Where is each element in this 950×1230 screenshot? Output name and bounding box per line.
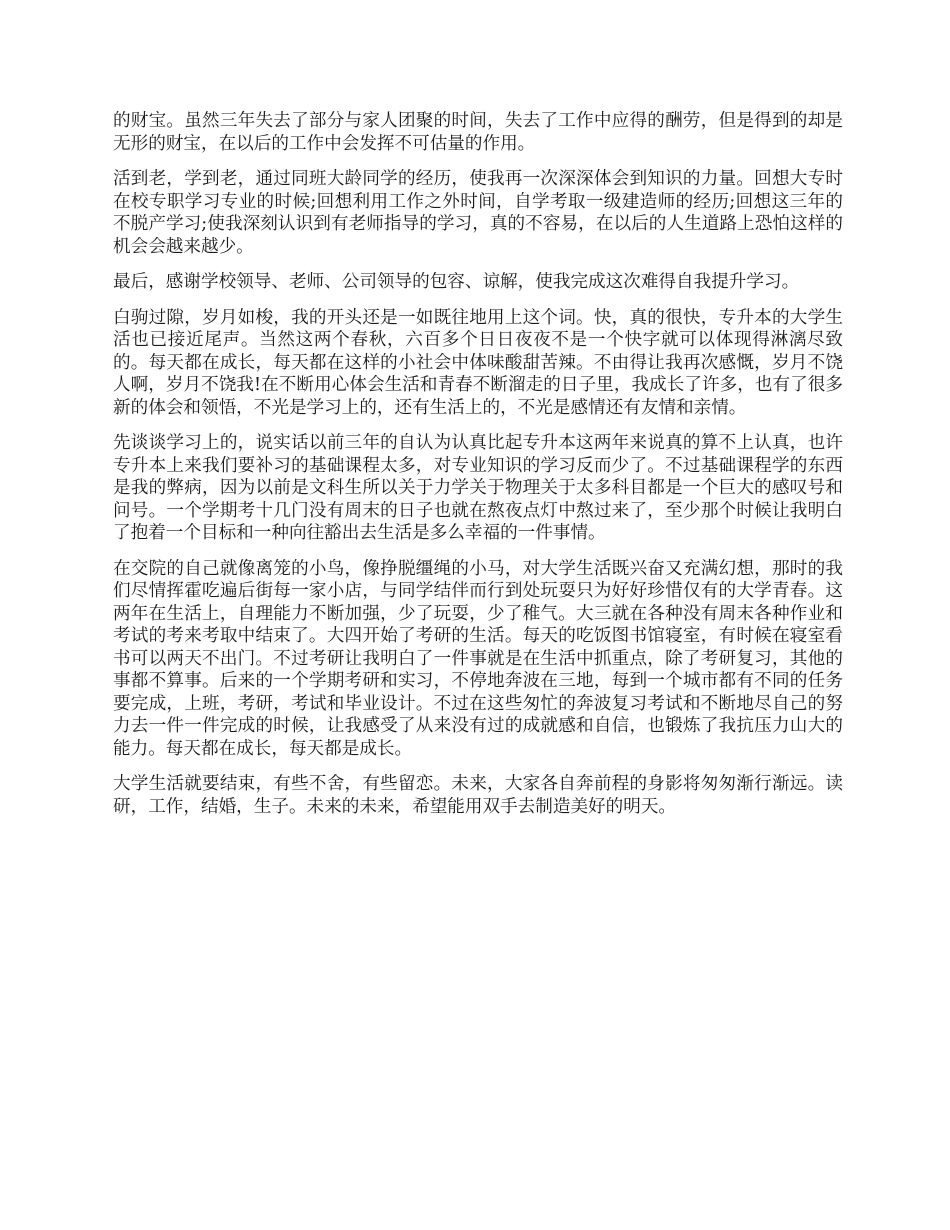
document-page [113,110,843,831]
paragraph-1: 的财宝。虽然三年失去了部分与家人团聚的时间，失去了工作中应得的酬劳，但是得到的却是无形的财宝，在以后的工作中会发挥不可估量的作用。 [113,111,843,154]
paragraph-3: 最后，感谢学校领导、老师、公司领导的包容、谅解，使我完成这次难得自我提升学习。 [113,272,800,292]
paragraph-4: 白驹过隙，岁月如梭，我的开头还是一如既往地用上这个词。快，真的很快，专升本的大学生活也已接近尾声。当然这两个春秋，六百多个日日夜夜不是一个快字就可以体现得淋漓尽致的。每天都在成长，每天都在这样的小社会中体味酸甜苦辣。不由得让我再次感慨，岁月不饶人啊，岁月不饶我!在不断用心体会生活和青春不断溜走的日子里，我成长了许多，也有了很多新的体会和领悟，不光是学习上的，还有生活上的，不光是感情还有友情和亲情。 [113,307,843,418]
paragraph-7: 大学生活就要结束，有些不舍，有些留恋。未来，大家各自奔前程的身影将匆匆渐行渐远。读研，工作，结婚，生子。未来的未来，希望能用双手去制造美好的明天。 [113,774,843,817]
paragraph-2: 活到老，学到老，通过同班大龄同学的经历，使我再一次深深体会到知识的力量。回想大专时在校专职学习专业的时候;回想利用工作之外时间，自学考取一级建造师的经历;回想这三年的不脱产学习;使我深刻认识到有老师指导的学习，真的不容易，在以后的人生道路上恐怕这样的机会会越来越少。 [113,169,844,257]
paragraph-6: 在交院的自己就像离笼的小鸟，像挣脱缰绳的小马，对大学生活既兴奋又充满幻想，那时的我们尽情挥霍吃遍后街每一家小店，与同学结伴而行到处玩耍只为好好珍惜仅有的大学青春。这两年在生活上，自理能力不断加强，少了玩耍，少了稚气。大三就在各种没有周末各种作业和考试的考来考取中结束了。大四开始了考研的生活。每天的吃饭图书馆寝室，有时候在寝室看书可以两天不出门。不过考研让我明白了一件事就是在生活中抓重点，除了考研复习，其他的事都不算事。后来的一个学期考研和实习，不停地奔波在三地，每到一个城市都有不同的任务要完成，上班，考研，考试和毕业设计。不过在这些匆忙的奔波复习考试和不断地尽自己的努力去一件一件完成的时候，让我感受了从来没有过的成就感和自信，也锻炼了我抗压力山大的能力。每天都在成长，每天都是成长。 [113,558,843,759]
paragraph-5: 先谈谈学习上的，说实话以前三年的自认为认真比起专升本这两年来说真的算不上认真，也许专升本上来我们要补习的基础课程太多，对专业知识的学习反而少了。不过基础课程学的东西是我的弊病，因为以前是文科生所以关于力学关于物理关于太多科目都是一个巨大的感叹号和问号。一个学期考十几门没有周末的日子也就在熬夜点灯中熬过来了，至少那个时候让我明白了抱着一个目标和一种向往豁出去生活是多么幸福的一件事情。 [113,433,843,543]
